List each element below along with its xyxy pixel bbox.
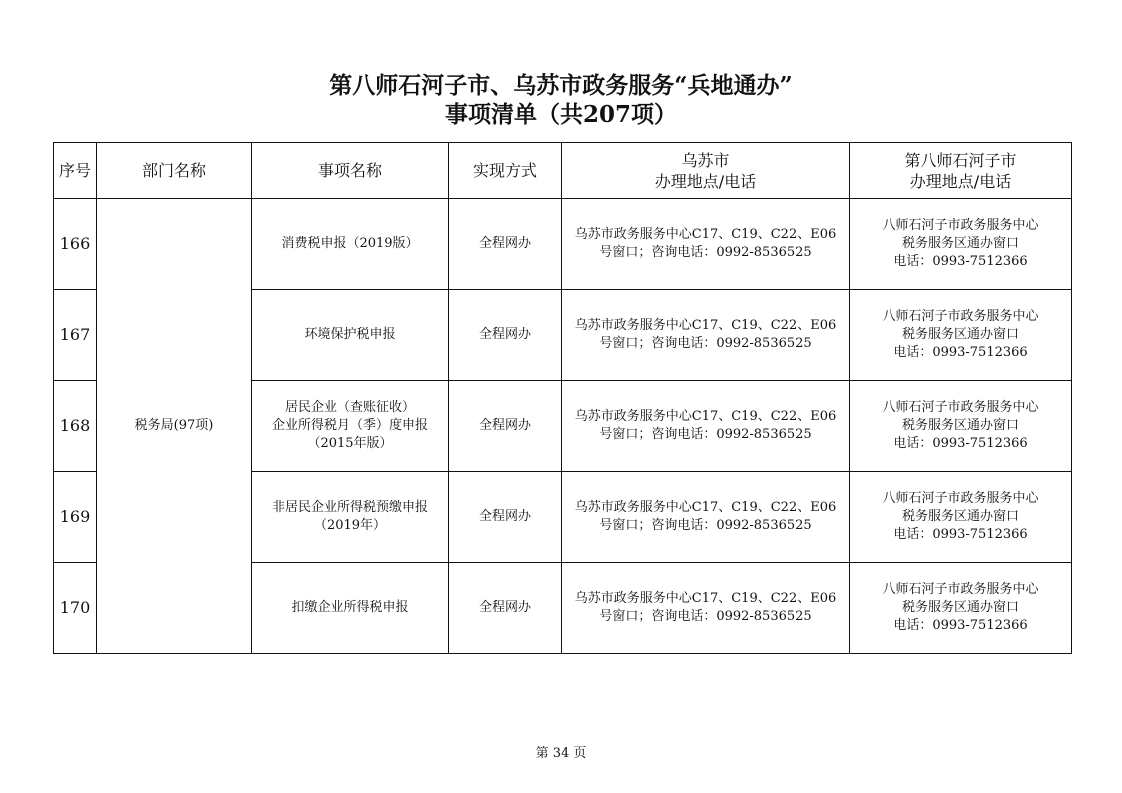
- header-shz-line2: 办理地点/电话: [909, 171, 1012, 191]
- header-item: 事项名称: [252, 143, 449, 199]
- item-name-cell: [252, 199, 449, 290]
- shz-location-line: 八师石河子市政务服务中心: [882, 582, 1039, 597]
- shz-location-line: 税务服务区通办窗口: [901, 327, 1019, 342]
- shz-location-cell: [850, 563, 1072, 654]
- wusu-location-line: 乌苏市政务服务中心C17、C19、C22、E06: [574, 591, 837, 606]
- item-name-cell: [252, 381, 449, 472]
- item-name-line: 环境保护税申报: [304, 327, 396, 342]
- wusu-location-line: 乌苏市政务服务中心C17、C19、C22、E06: [574, 500, 837, 515]
- header-dept: 部门名称: [97, 143, 252, 199]
- page-title: 第八师石河子市、乌苏市政务服务“兵地通办”: [329, 72, 793, 99]
- item-name-line: 扣缴企业所得税申报: [291, 600, 409, 615]
- table-row: [54, 199, 1072, 290]
- wusu-location-cell: [562, 290, 850, 381]
- wusu-location-line: 乌苏市政务服务中心C17、C19、C22、E06: [574, 318, 837, 333]
- item-name-line: 消费税申报（2019版）: [281, 236, 419, 251]
- item-name-line: 企业所得税月（季）度申报: [271, 418, 428, 433]
- seq-cell: 170: [54, 563, 97, 654]
- shz-location-line: 八师石河子市政务服务中心: [882, 218, 1039, 233]
- wusu-location-cell: [562, 199, 850, 290]
- method-cell: 全程网办: [449, 563, 562, 654]
- page-number: 第 34 页: [535, 746, 587, 761]
- item-name-cell: [252, 563, 449, 654]
- shz-location-line: 八师石河子市政务服务中心: [882, 309, 1039, 324]
- shz-location-line: 税务服务区通办窗口: [901, 600, 1019, 615]
- shz-location-line: 电话：0993-7512366: [893, 345, 1028, 360]
- wusu-location-line: 号窗口；咨询电话：0992-8536525: [599, 245, 812, 260]
- wusu-location-cell: [562, 381, 850, 472]
- header-method: 实现方式: [449, 143, 562, 199]
- method-cell: 全程网办: [449, 199, 562, 290]
- shz-location-line: 电话：0993-7512366: [893, 436, 1028, 451]
- shz-location-line: 电话：0993-7512366: [893, 254, 1028, 269]
- page-subtitle: 事项清单（共207项）: [444, 101, 677, 128]
- wusu-location-line: 号窗口；咨询电话：0992-8536525: [599, 609, 812, 624]
- shz-location-line: 八师石河子市政务服务中心: [882, 400, 1039, 415]
- wusu-location-line: 乌苏市政务服务中心C17、C19、C22、E06: [574, 409, 837, 424]
- shz-location-line: 电话：0993-7512366: [893, 527, 1028, 542]
- header-seq: 序号: [54, 143, 97, 199]
- item-name-line: 居民企业（查账征收）: [284, 400, 415, 415]
- method-cell: 全程网办: [449, 472, 562, 563]
- item-name-line: 非居民企业所得税预缴申报: [271, 500, 428, 515]
- seq-cell: 169: [54, 472, 97, 563]
- shz-location-cell: [850, 199, 1072, 290]
- shz-location-cell: [850, 290, 1072, 381]
- shz-location-cell: [850, 381, 1072, 472]
- header-shz: [850, 143, 1072, 199]
- shz-location-cell: [850, 472, 1072, 563]
- wusu-location-cell: [562, 472, 850, 563]
- shz-location-line: 税务服务区通办窗口: [901, 509, 1019, 524]
- item-name-line: （2015年版）: [307, 436, 393, 451]
- wusu-location-line: 乌苏市政务服务中心C17、C19、C22、E06: [574, 227, 837, 242]
- wusu-location-line: 号窗口；咨询电话：0992-8536525: [599, 518, 812, 533]
- items-table: [53, 142, 1072, 654]
- shz-location-line: 税务服务区通办窗口: [901, 418, 1019, 433]
- seq-cell: 167: [54, 290, 97, 381]
- wusu-location-cell: [562, 563, 850, 654]
- wusu-location-line: 号窗口；咨询电话：0992-8536525: [599, 336, 812, 351]
- header-shz-line1: 第八师石河子市: [904, 150, 1017, 170]
- header-wusu-line1: 乌苏市: [681, 150, 730, 170]
- department-cell: 税务局(97项): [97, 199, 252, 654]
- header-wusu: [562, 143, 850, 199]
- seq-cell: 166: [54, 199, 97, 290]
- item-name-cell: [252, 290, 449, 381]
- method-cell: 全程网办: [449, 290, 562, 381]
- seq-cell: 168: [54, 381, 97, 472]
- shz-location-line: 税务服务区通办窗口: [901, 236, 1019, 251]
- header-wusu-line2: 办理地点/电话: [654, 171, 757, 191]
- item-name-cell: [252, 472, 449, 563]
- shz-location-line: 电话：0993-7512366: [893, 618, 1028, 633]
- table-header-row: [54, 143, 1072, 199]
- shz-location-line: 八师石河子市政务服务中心: [882, 491, 1039, 506]
- method-cell: 全程网办: [449, 381, 562, 472]
- wusu-location-line: 号窗口；咨询电话：0992-8536525: [599, 427, 812, 442]
- item-name-line: （2019年）: [313, 518, 387, 533]
